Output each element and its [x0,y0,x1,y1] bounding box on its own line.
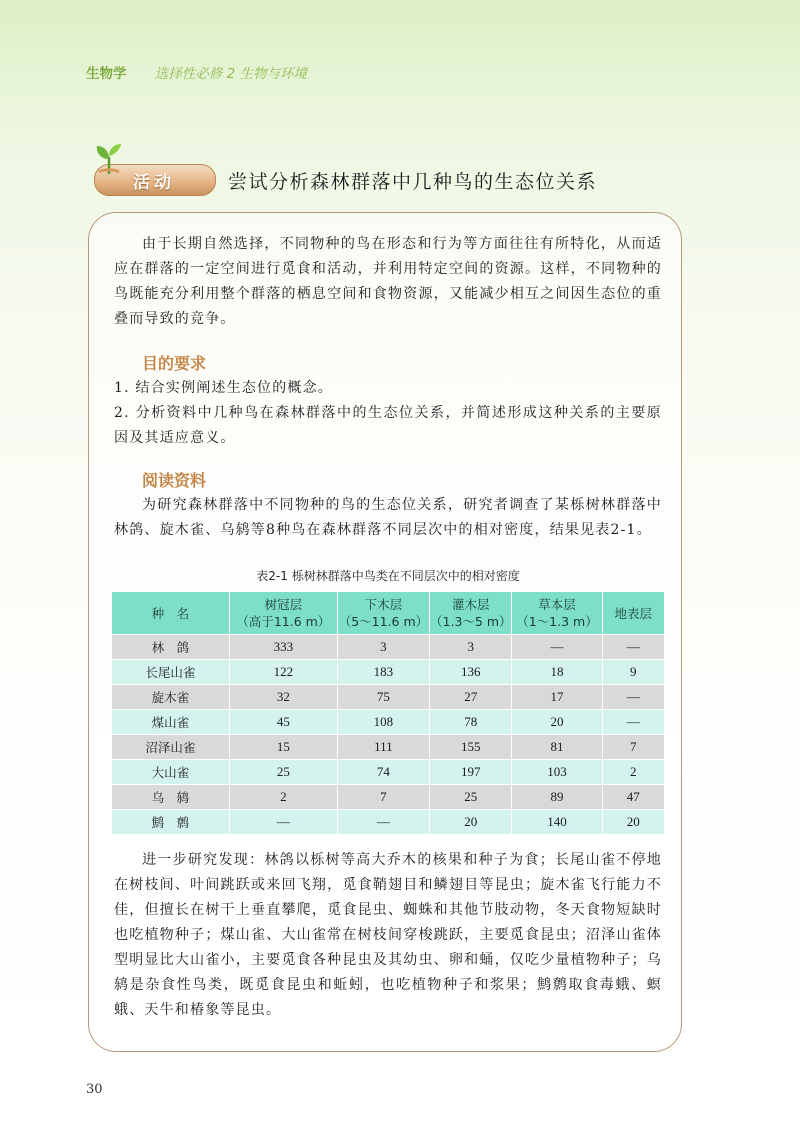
table-cell: — [602,685,664,710]
table-cell: 333 [229,635,337,660]
table-cell: 15 [229,735,337,760]
table-header-sub: （1～1.3 m） [516,614,598,629]
table-cell: 20 [602,810,664,835]
table-caption: 表2-1 栎树林群落中鸟类在不同层次中的相对密度 [256,569,520,583]
table-row [112,735,664,760]
header-subject: 生物学 [86,66,127,82]
table-cell: — [337,810,429,835]
table-cell: 25 [430,785,512,810]
table-row [112,635,664,660]
page-number: 30 [86,1082,103,1097]
table-header-label: 下木层 [364,597,403,612]
table-header-label: 种 名 [151,605,190,621]
table-cell: 2 [229,785,337,810]
table-cell: — [512,635,602,660]
table-cell: 108 [337,710,429,735]
bird-density-table [112,592,664,834]
table-cell-species: 长尾山雀 [112,660,229,685]
table-header-cell [430,592,512,635]
further-research-paragraph: 进一步研究发现：林鸽以栎树等高大乔木的核果和种子为食；长尾山雀不停地在树枝间、叶间跳跃或来回飞翔，觅食鞘翅目和鳞翅目等昆虫；旋木雀飞行能力不佳，但擅长在树干上垂直攀爬，觅食昆虫、蜘蛛和其他节肢动物，冬天食物短缺时也吃植物种子；煤山雀、大山雀常在树枝间穿梭跳跃，主要觅食昆虫；沼泽山雀体型明显比大山雀小，主要觅食各种昆虫及其幼虫、卵和蛹，仅吃少量植物种子；乌鸫是杂食性鸟类，既觅食昆虫和蚯蚓，也吃植物种子和浆果；鹪鹩取食毒蛾、螟蛾、天牛和椿象等昆虫。 [114,852,662,1018]
table-cell: — [602,635,664,660]
table-header-cell [602,592,664,635]
table-cell-species: 林 鸽 [112,635,229,660]
table-cell: 20 [512,710,602,735]
table-header-label: 树冠层 [264,597,303,612]
table-header-sub: （5～11.6 m） [338,614,429,629]
table-cell: 111 [337,735,429,760]
table-cell: — [229,810,337,835]
table-cell: 9 [602,660,664,685]
activity-title: 尝试分析森林群落中几种鸟的生态位关系 [228,171,598,193]
table-cell: 81 [512,735,602,760]
table-cell: 103 [512,760,602,785]
table-cell-species: 沼泽山雀 [112,735,229,760]
table-header-row [112,592,664,635]
table-header-sub: （高于11.6 m） [236,614,331,629]
sprout-icon [92,142,126,176]
table-cell: 47 [602,785,664,810]
table-cell: 7 [337,785,429,810]
table-cell: 20 [430,810,512,835]
table-cell: 89 [512,785,602,810]
table-cell: — [602,710,664,735]
table-cell: 122 [229,660,337,685]
table-header-cell [337,592,429,635]
activity-heading [86,142,726,198]
table-cell-species: 鹪 鹩 [112,810,229,835]
table-cell-species: 乌 鸫 [112,785,229,810]
table-cell-species: 煤山雀 [112,710,229,735]
table-header-label: 地表层 [614,605,653,621]
objective-item-2: 2. 分析资料中几种鸟在森林群落中的生态位关系，并简述形成这种关系的主要原因及其适应意义。 [114,405,662,446]
running-header [86,62,307,82]
table-cell: 3 [430,635,512,660]
table-row [112,810,664,835]
table-cell: 32 [229,685,337,710]
table-row [112,660,664,685]
table-row [112,685,664,710]
table-cell: 74 [337,760,429,785]
table-header-label: 草本层 [538,597,576,612]
reading-paragraph: 为研究森林群落中不同物种的鸟的生态位关系，研究者调查了某栎树林群落中林鸽、旋木雀、乌鸫等8种鸟在森林群落不同层次中的相对密度，结果见表2-1。 [114,497,662,538]
table-cell: 197 [430,760,512,785]
table-cell: 3 [337,635,429,660]
table-cell: 7 [602,735,664,760]
intro-paragraph: 由于长期自然选择，不同物种的鸟在形态和行为等方面往往有所特化，从而适应在群落的一定空间进行觅食和活动，并利用特定空间的资源。这样，不同物种的鸟既能充分利用整个群落的栖息空间和食物资源，又能减少相互之间因生态位的重叠而导致的竞争。 [114,236,662,327]
table-row [112,785,664,810]
table-header-sub: （1.3～5 m） [430,614,512,629]
table-cell: 45 [229,710,337,735]
table-body [112,635,664,835]
header-book-title: 选择性必修 2 生物与环境 [154,66,307,82]
objectives-heading: 目的要求 [142,354,207,373]
table-row [112,760,664,785]
objective-item-1: 1. 结合实例阐述生态位的概念。 [114,380,334,396]
table-cell: 17 [512,685,602,710]
activity-badge-label: 活动 [133,173,175,193]
reading-heading: 阅读资料 [142,471,207,490]
table-cell: 155 [430,735,512,760]
table-cell: 27 [430,685,512,710]
table-cell: 25 [229,760,337,785]
table-header-label: 灌木层 [451,597,490,612]
table-cell: 78 [430,710,512,735]
table-row [112,710,664,735]
table-cell: 2 [602,760,664,785]
table-cell: 75 [337,685,429,710]
table-header-cell [112,592,229,635]
table-header-cell [512,592,602,635]
table-cell: 140 [512,810,602,835]
table-cell: 18 [512,660,602,685]
table-cell-species: 大山雀 [112,760,229,785]
table-cell: 183 [337,660,429,685]
table-cell-species: 旋木雀 [112,685,229,710]
table-cell: 136 [430,660,512,685]
table-header-cell [229,592,337,635]
